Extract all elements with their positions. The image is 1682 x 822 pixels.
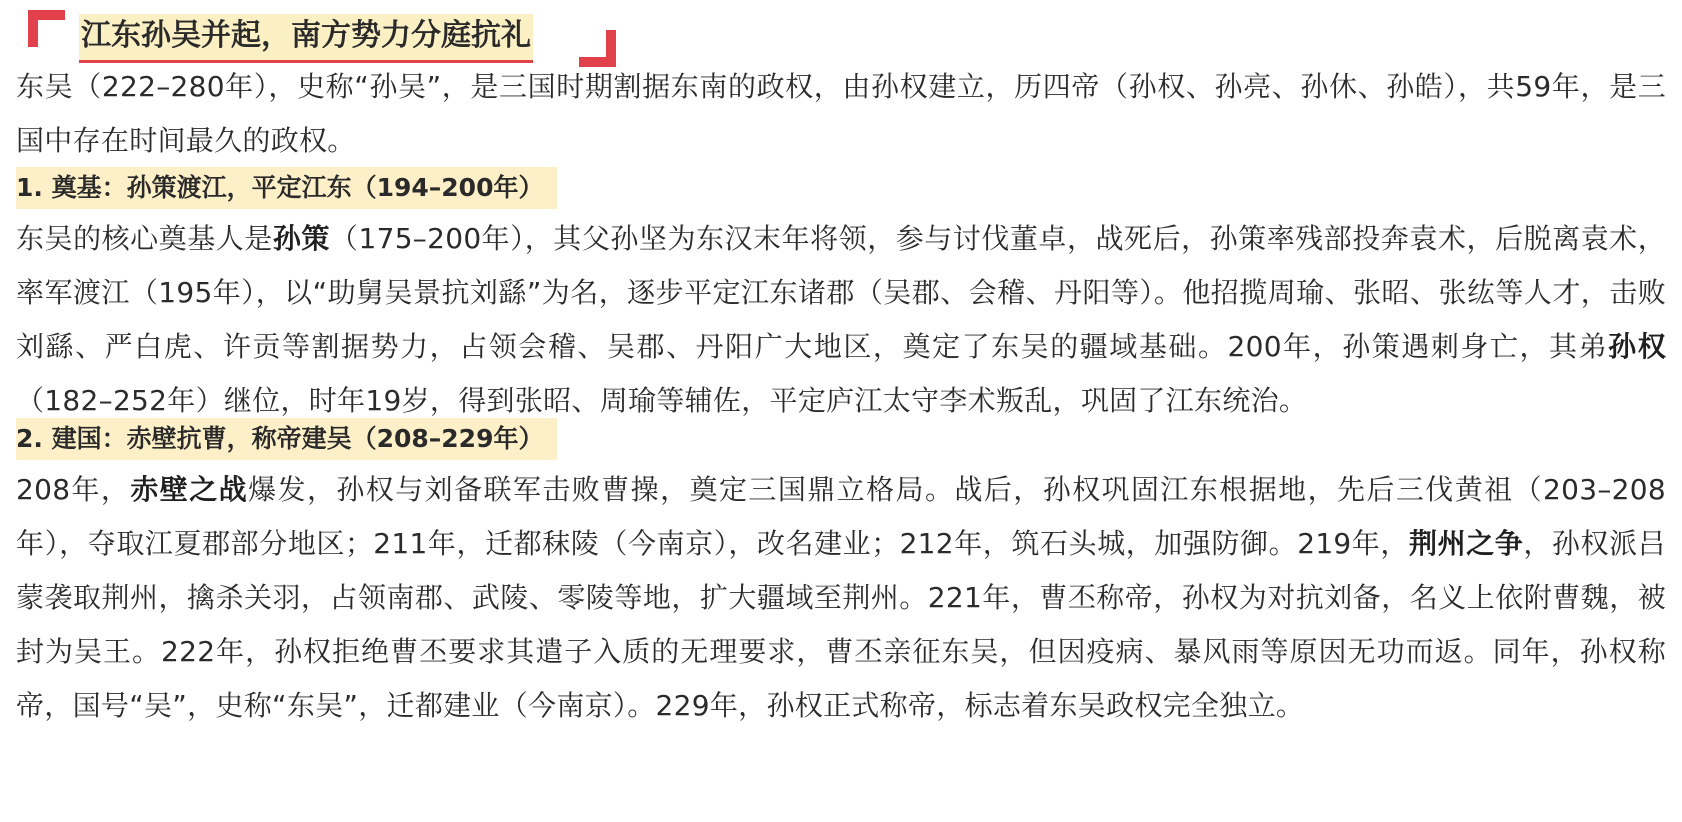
bold-term: 赤壁之战	[130, 473, 249, 506]
title-block	[24, 6, 644, 66]
intro-paragraph: 东吴（222–280年），史称“孙吴”，是三国时期割据东南的政权，由孙权建立，历四帝（孙权、孙亮、孙休、孙皓），共59年，是三国中存在时间最久的政权。	[16, 70, 1666, 157]
section-heading-1: 1. 奠基：孙策渡江，平定江东（194–200年）	[16, 167, 557, 209]
section-heading-2: 2. 建国：赤壁抗曹，称帝建吴（208–229年）	[16, 418, 557, 460]
section-2-paragraph	[16, 463, 1666, 733]
bold-term: 孙权	[1608, 330, 1666, 363]
text-span: 208年，	[16, 473, 131, 506]
text-span: （182–252年）继位，时年19岁，得到张昭、周瑜等辅佐，平定庐江太守李术叛乱，巩固了江东统治。	[16, 384, 1308, 417]
corner-bracket-top-left-icon	[28, 10, 65, 47]
text-span: 爆发，孙权与刘备联军击败曹操，奠定三国鼎立格局。战后，孙权巩固江东根据地，先后三伐黄祖（203–208年），夺取江夏郡部分地区；211年，迁都秣陵（今南京），改名建业；212年，筑石头城，加强防御。219年，	[16, 473, 1666, 560]
text-span: 东吴的核心奠基人是	[16, 222, 273, 255]
section-1-paragraph	[16, 212, 1666, 428]
bold-term: 荆州之争	[1409, 527, 1524, 560]
text-span: （175–200年），其父孙坚为东汉末年将领，参与讨伐董卓，战死后，孙策率残部投奔袁术，后脱离袁术，率军渡江（195年），以“助舅吴景抗刘繇”为名，逐步平定江东诸郡（吴郡、会稽、丹阳等）。他招揽周瑜、张昭、张纮等人才，击败刘繇、严白虎、许贡等割据势力，占领会稽、吴郡、丹阳广大地区，奠定了东吴的疆域基础。200年，孙策遇刺身亡，其弟	[16, 222, 1666, 363]
article-title: 江东孙吴并起，南方势力分庭抗礼	[79, 14, 533, 63]
text-span: ，孙权派吕蒙袭取荆州，擒杀关羽，占领南郡、武陵、零陵等地，扩大疆域至荆州。221年，曹丕称帝，孙权为对抗刘备，名义上依附曹魏，被封为吴王。222年，孙权拒绝曹丕要求其遣子入质的无理要求，曹丕亲征东吴，但因疫病、暴风雨等原因无功而返。同年，孙权称帝，国号“吴”，史称“东吴”，迁都建业（今南京）。229年，孙权正式称帝，标志着东吴政权完全独立。	[16, 527, 1666, 722]
bold-term: 孙策	[272, 222, 330, 255]
